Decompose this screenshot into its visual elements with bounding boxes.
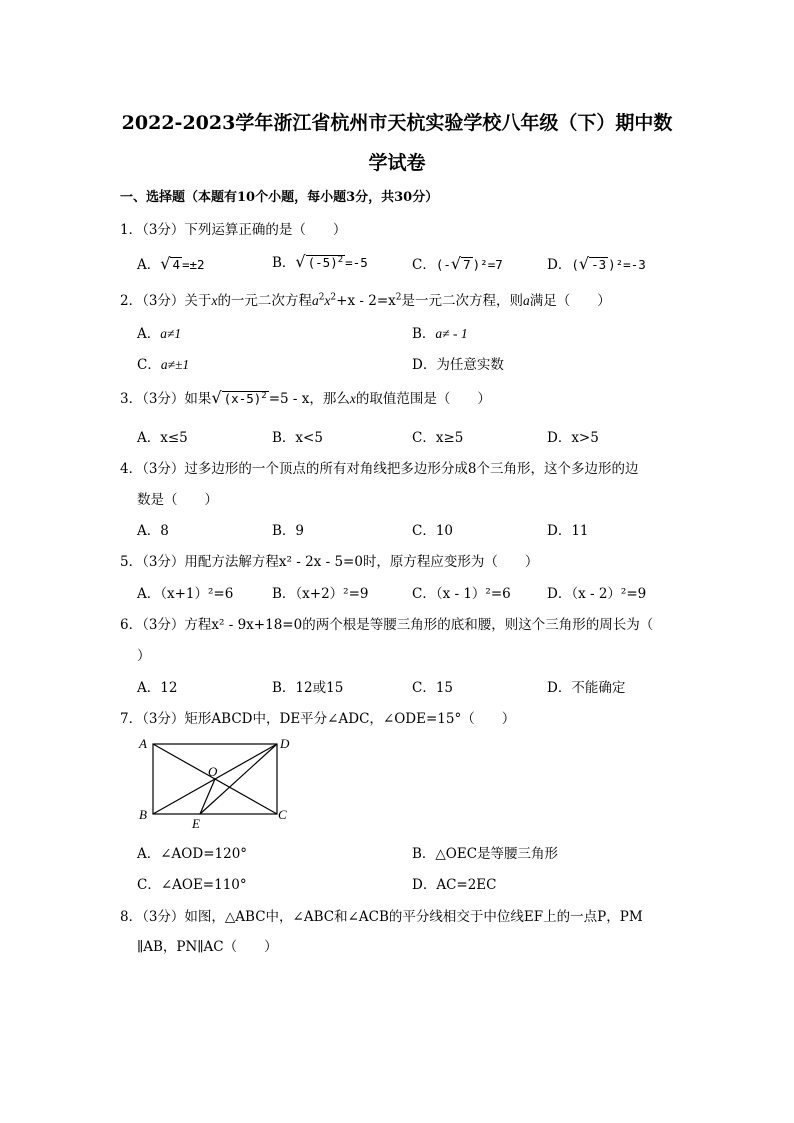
question-6-option-d: D．不能确定 <box>547 680 626 696</box>
question-2-option-b: B．a≠ - 1 <box>412 326 468 342</box>
question-3-option-a: A．x≤5 <box>137 430 188 446</box>
question-5-option-b: B．（x+2）²=9 <box>272 586 369 602</box>
radicand: $(x-5)^2$ <box>223 390 267 406</box>
question-3-option-c: C．x≥5 <box>412 430 464 446</box>
question-6-option-a: A．12 <box>137 680 178 696</box>
question-3-option-b: B．x<5 <box>272 430 323 446</box>
question-4-stem-line1: 4．（3分）过多边形的一个顶点的所有对角线把多边形分成8个三角形，这个多边形的边 <box>120 461 639 477</box>
sqrt-icon: √ <box>160 254 171 273</box>
vertex-d-label: D <box>280 736 290 751</box>
question-6-option-c: C．15 <box>412 680 454 696</box>
question-1-option-d: D．(√ -3 )²=-3 <box>547 254 646 273</box>
question-7-option-a: A．∠AOD=120° <box>137 846 248 862</box>
exam-title-line2: 学试卷 <box>368 152 426 174</box>
option-rest: )²=7 <box>472 257 503 272</box>
vertex-b-label: B <box>139 807 147 822</box>
question-2-stem: 2．（3分）关于x的一元二次方程$a^2x^2+x - 2=x^2$是一元二次方程，则a满足（ ） <box>120 292 611 309</box>
segment-oe <box>200 779 215 814</box>
radicand: -3 <box>591 257 607 272</box>
question-6-stem-line1: 6．（3分）方程x² - 9x+18=0的两个根是等腰三角形的底和腰，则这个三角形的周长为（ <box>120 617 654 633</box>
option-rest: )²=-3 <box>608 257 646 272</box>
radicand: 7 <box>463 257 471 272</box>
question-2-option-a: A．a≠1 <box>137 326 182 342</box>
question-2-option-d: D．为任意实数 <box>412 357 504 373</box>
rectangle-figure <box>130 730 300 830</box>
point-o-label: O <box>208 764 218 779</box>
radicand: 4 <box>172 257 180 272</box>
sqrt-icon: √ <box>450 254 462 273</box>
question-1-option-b <box>272 251 368 271</box>
question-7-option-b: B．△OEC是等腰三角形 <box>412 846 559 862</box>
point-e-label: E <box>192 816 200 830</box>
question-1-stem: 1．（3分）下列运算正确的是（ ） <box>120 222 347 238</box>
exam-title-line1: 2022-2023学年浙江省杭州市天杭实验学校八年级（下）期中数 <box>121 112 673 134</box>
question-4-option-a: A．8 <box>137 523 169 539</box>
question-4-option-c: C．10 <box>412 523 454 539</box>
question-7-option-d: D．AC=2EC <box>412 877 497 893</box>
question-3-option-d: D．x>5 <box>547 430 599 446</box>
sqrt-icon: √ <box>295 252 306 271</box>
option-rest: =-5 <box>345 255 368 270</box>
question-5-option-c: C．（x - 1）²=6 <box>412 586 511 602</box>
question-2-option-c: C．a≠±1 <box>137 357 190 373</box>
section-heading-choice: 一、选择题（本题有10个小题，每小题3分，共30分） <box>120 190 439 205</box>
question-5-option-a: A．（x+1）²=6 <box>137 586 234 602</box>
vertex-a-label: A <box>139 736 147 751</box>
question-4-option-b: B．9 <box>272 523 305 539</box>
question-8-stem-line2: ∥AB，PN∥AC（ ） <box>137 939 278 955</box>
question-6-option-b: B．12或15 <box>272 680 344 696</box>
option-label: A． <box>137 257 161 273</box>
vertex-c-label: C <box>278 807 287 822</box>
option-label: D． <box>547 257 572 273</box>
question-5-stem: 5．（3分）用配方法解方程x² - 2x - 5=0时，原方程应变形为（ ） <box>120 554 539 570</box>
question-6-stem-line2: ） <box>137 648 151 664</box>
radicand: $(-5)^2$ <box>307 254 344 270</box>
option-label: C． <box>412 257 436 273</box>
question-8-stem-line1: 8．（3分）如图，△ABC中，∠ABC和∠ACB的平分线相交于中位线EF上的一点P，PM <box>120 909 643 925</box>
sqrt-icon: √ <box>211 388 222 407</box>
question-7-stem: 7．（3分）矩形ABCD中，DE平分∠ADC，∠ODE=15°（ ） <box>120 711 516 727</box>
option-rest: =±2 <box>181 257 205 272</box>
question-7-option-c: C．∠AOE=110° <box>137 877 247 893</box>
question-3-stem: 3．（3分）如果√ $(x-5)^2 =5 - x$，那么x的取值范围是（ ） <box>120 388 491 407</box>
question-1-option-c: C．(-√ 7 )²=7 <box>412 254 503 273</box>
question-4-stem-line2: 数是（ ） <box>137 492 218 508</box>
question-4-option-d: D．11 <box>547 523 589 539</box>
option-label: B． <box>272 255 296 271</box>
segment-de <box>200 744 277 814</box>
question-5-option-d: D．（x - 2）²=9 <box>547 586 647 602</box>
question-1-option-a <box>137 253 205 273</box>
sqrt-icon: √ <box>578 254 590 273</box>
